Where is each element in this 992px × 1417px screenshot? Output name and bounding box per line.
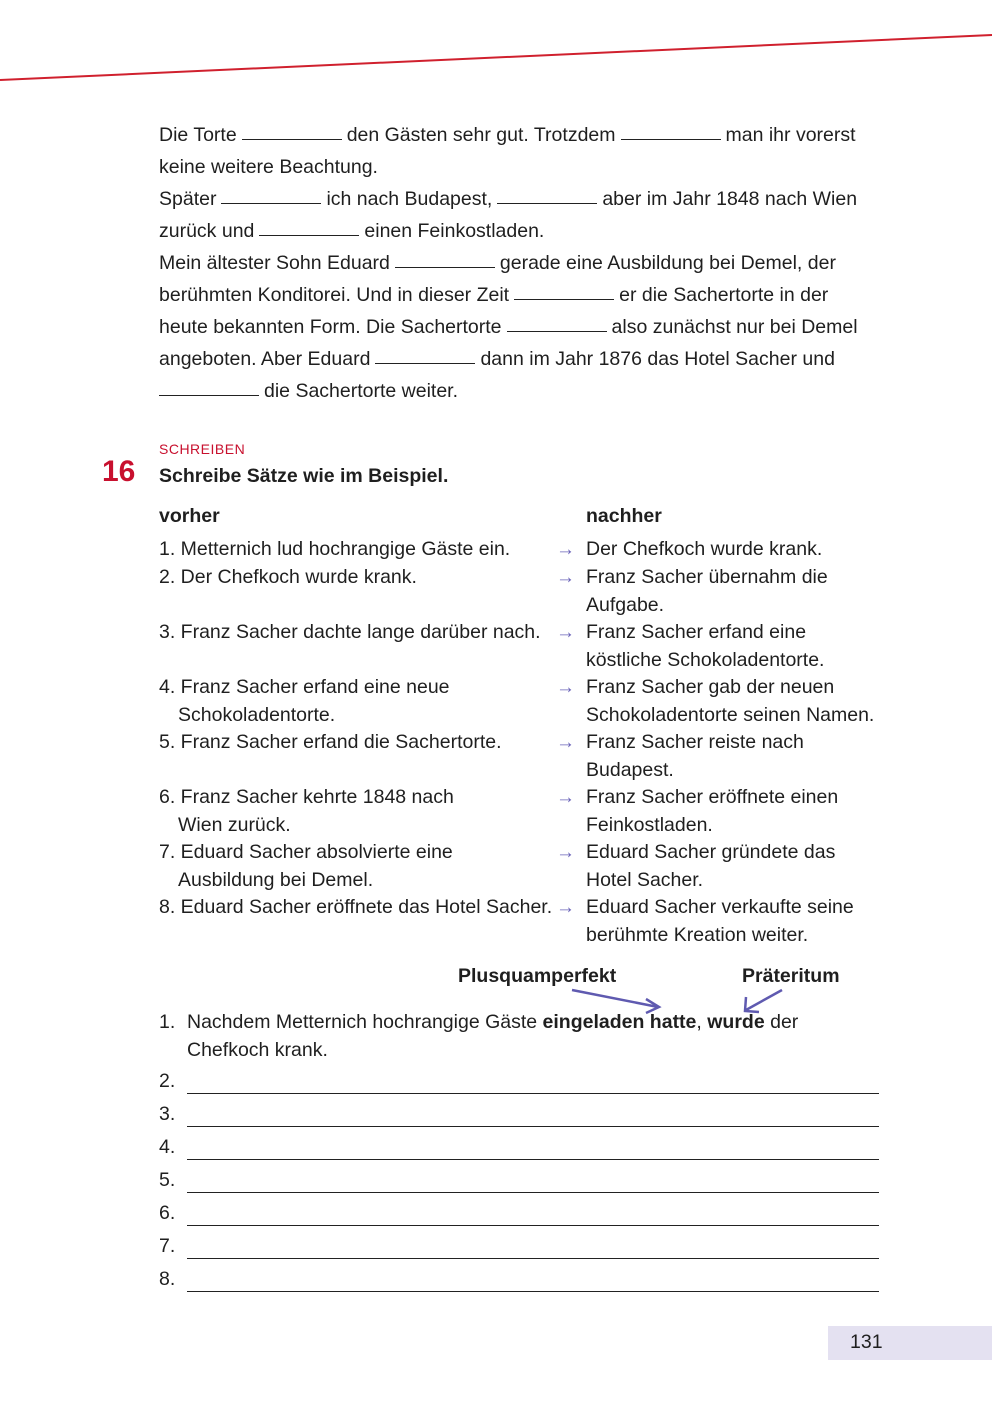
text-line: Mein ältester Sohn Eduard gerade eine Ausbildung bei Demel, der [159,252,836,274]
after-sentence: Eduard Sacher gründete das Hotel Sacher. [586,841,836,891]
arrow-right-icon: → [556,842,575,863]
gap-blank[interactable] [375,363,475,364]
before-sentence: 2. Der Chefkoch wurde krank. [159,566,417,588]
arrow-right-icon: → [556,897,575,918]
answer-line[interactable]: 6. [159,1200,879,1232]
page-number-box [828,1326,992,1360]
after-sentence: Eduard Sacher verkaufte seine berühmte Kreation weiter. [586,896,854,946]
text-line: keine weitere Beachtung. [159,156,378,178]
column-header-nachher: nachher [586,505,662,527]
after-sentence: Franz Sacher reiste nach Budapest. [586,731,804,781]
gap-blank[interactable] [242,139,342,140]
gap-blank[interactable] [259,235,359,236]
text-line: Später ich nach Budapest, aber im Jahr 1848 nach Wien [159,188,858,210]
bold-praeteritum: wurde [707,1011,765,1033]
gap-blank[interactable] [221,203,321,204]
page-number: 131 [850,1331,883,1353]
before-sentence: 3. Franz Sacher dachte lange darüber nach. [159,621,541,643]
grammar-label-praeteritum: Präteritum [742,965,840,987]
before-sentence: 5. Franz Sacher erfand die Sachertorte. [159,731,502,753]
header-red-line [0,0,992,90]
arrow-right-icon: → [556,539,575,560]
section-label: SCHREIBEN [159,441,246,457]
arrow-right-icon: → [556,567,575,588]
before-sentence: 8. Eduard Sacher eröffnete das Hotel Sacher. [159,896,553,918]
gap-blank[interactable] [497,203,597,204]
gap-blank[interactable] [621,139,721,140]
before-sentence: 7. Eduard Sacher absolvierte eine Ausbildung bei Demel. [159,841,453,891]
answer-line[interactable]: 3. [159,1101,879,1133]
after-sentence: Franz Sacher übernahm die Aufgabe. [586,566,828,616]
arrow-right-icon: → [556,677,575,698]
answer-line[interactable]: 2. [159,1068,879,1100]
after-sentence: Franz Sacher erfand eine köstliche Schokoladentorte. [586,621,825,671]
answer-line[interactable]: 4. [159,1134,879,1166]
text-line: Die Torte den Gästen sehr gut. Trotzdem man ihr vorerst [159,124,856,146]
gap-blank[interactable] [159,395,259,396]
arrow-right-icon: → [556,622,575,643]
arrow-right-icon: → [556,732,575,753]
grammar-label-plusquamperfekt: Plusquamperfekt [458,965,617,987]
before-sentence: 4. Franz Sacher erfand eine neue Schokoladentorte. [159,676,450,726]
text-line: berühmten Konditorei. Und in dieser Zeit er die Sachertorte in der [159,284,829,306]
column-header-vorher: vorher [159,505,220,527]
exercise-title: Schreibe Sätze wie im Beispiel. [159,465,449,487]
arrow-right-icon: → [556,787,575,808]
gap-blank[interactable] [514,299,614,300]
before-sentence: 6. Franz Sacher kehrte 1848 nach Wien zurück. [159,786,454,836]
gap-blank[interactable] [395,267,495,268]
exercise-number: 16 [102,455,136,488]
after-sentence: Franz Sacher gab der neuen Schokoladentorte seinen Namen. [586,676,875,726]
bold-plusquamperfekt: eingeladen hatte [542,1011,697,1033]
before-sentence: 1. Metternich lud hochrangige Gäste ein. [159,538,511,560]
answer-line[interactable]: 7. [159,1233,879,1265]
gap-blank[interactable] [507,331,607,332]
answer-line[interactable]: 5. [159,1167,879,1199]
after-sentence: Franz Sacher eröffnete einen Feinkostladen. [586,786,839,836]
after-sentence: Der Chefkoch wurde krank. [586,538,823,560]
text-line: zurück und einen Feinkostladen. [159,220,545,242]
text-line: die Sachertorte weiter. [159,375,458,407]
text-line: angeboten. Aber Eduard dann im Jahr 1876 das Hotel Sacher und [159,348,835,370]
answer-line[interactable]: 8. [159,1266,879,1298]
text-line: heute bekannten Form. Die Sachertorte also zunächst nur bei Demel [159,316,858,338]
